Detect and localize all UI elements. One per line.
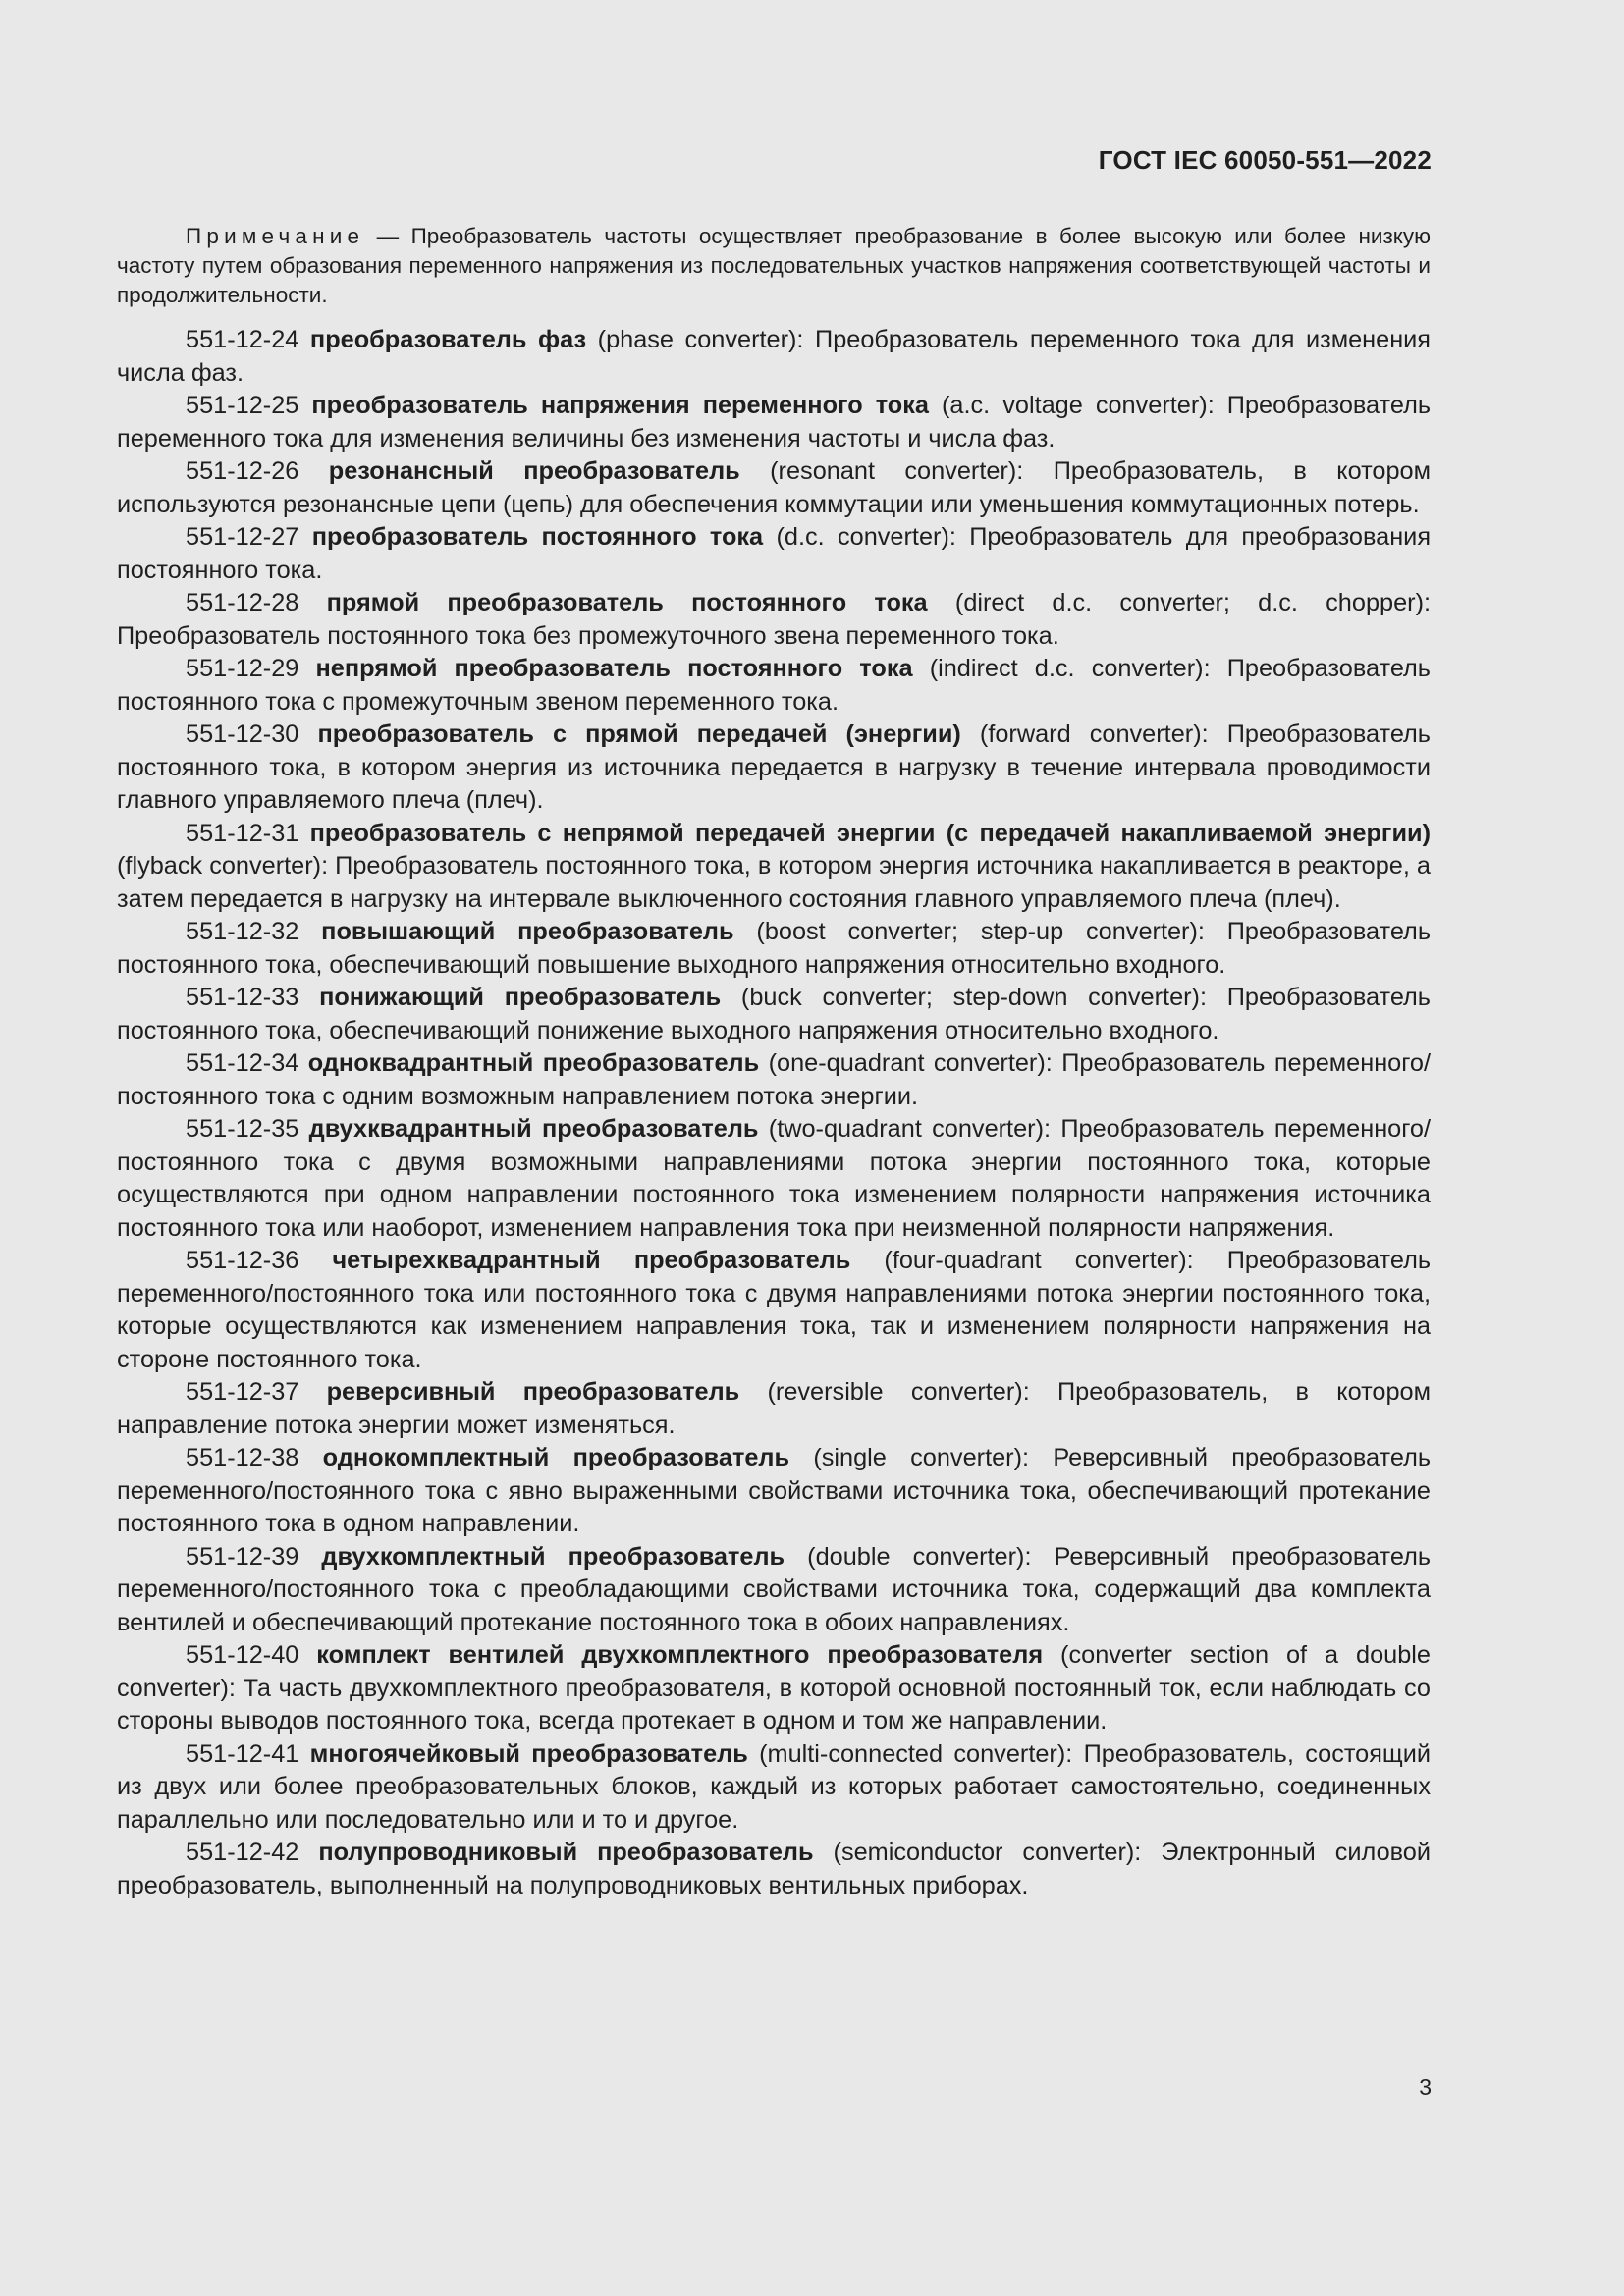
- term-definition: (d.c. converter): Преобразователь для преобразования постоянного тока.: [117, 523, 1432, 584]
- term-name: преобразователь напряжения переменного тока: [311, 392, 929, 419]
- term-code: 551-12-25: [186, 392, 299, 419]
- term-entry: [117, 521, 1431, 587]
- note-label: Примечание: [186, 224, 365, 248]
- term-code: 551-12-28: [186, 589, 299, 616]
- term-entry: [117, 587, 1431, 653]
- term-code: 551-12-27: [186, 523, 299, 551]
- term-code: 551-12-37: [186, 1378, 299, 1406]
- term-code: 551-12-41: [186, 1739, 299, 1768]
- term-code: 551-12-24: [186, 326, 299, 353]
- term-name: одноквадрантный преобразователь: [307, 1049, 760, 1077]
- term-definition: (converter section of a double converter): Та часть двухкомплектного преобразователя, в которой основной постоянный ток, если наблюдать со стороны выводов постоянного тока, всегда протекает в одном и том же направлении.: [117, 1641, 1431, 1735]
- term-definition: (indirect d.c. converter): Преобразователь постоянного тока с промежуточным звеном переменного тока.: [117, 655, 1431, 716]
- term-definition: (a.c. voltage converter): Преобразователь переменного тока для изменения величины без изменения частоты и числа фаз.: [117, 392, 1432, 453]
- term-definition: (four-quadrant converter): Преобразователь переменного/постоянного тока или постоянного тока с двумя направлениями потока энергии постоянного тока, которые осуществляются как изменением направления тока, так и изменением полярности напряжения на стороне постоянного тока.: [117, 1247, 1432, 1373]
- term-definition: (double converter): Реверсивный преобразователь переменного/постоянного тока с преобладающими свойствами источника тока, содержащий два комплекта вентилей и обеспечивающий протекание постоянного тока в обоих направлениях.: [117, 1542, 1432, 1636]
- term-name: непрямой преобразователь постоянного тока: [315, 655, 913, 682]
- term-code: 551-12-39: [186, 1542, 299, 1571]
- term-entry: [117, 1837, 1431, 1902]
- term-code: 551-12-30: [186, 721, 299, 748]
- document-code-header: ГОСТ IEC 60050-551—2022: [1098, 145, 1432, 175]
- term-definition: (reversible converter): Преобразователь, в котором направление потока энергии может изменяться.: [117, 1378, 1431, 1439]
- term-entry: [117, 916, 1431, 982]
- term-definition: (buck converter; step-down converter): Преобразователь постоянного тока, обеспечивающий понижение выходного напряжения относительно входного.: [117, 984, 1431, 1044]
- term-definition: (phase converter): Преобразователь переменного тока для изменения числа фаз.: [117, 326, 1431, 387]
- term-entry: [117, 1541, 1431, 1640]
- page-body: [117, 222, 1431, 1902]
- term-name: четырехквадрантный преобразователь: [332, 1247, 851, 1274]
- term-code: 551-12-38: [186, 1444, 299, 1471]
- term-code: 551-12-26: [186, 457, 299, 485]
- page-number: 3: [1419, 2074, 1432, 2100]
- term-name: многоячейковый преобразователь: [309, 1739, 748, 1768]
- term-name: полупроводниковый преобразователь: [318, 1839, 814, 1866]
- term-definition: (semiconductor converter): Электронный силовой преобразователь, выполненный на полупроводниковых вентильных приборах.: [117, 1839, 1431, 1899]
- term-entry: [117, 1113, 1431, 1245]
- term-code: 551-12-36: [186, 1247, 299, 1274]
- term-name: преобразователь с прямой передачей (энергии): [317, 721, 961, 748]
- note-paragraph: [117, 222, 1431, 310]
- term-definition: (boost converter; step-up converter): Преобразователь постоянного тока, обеспечивающий повышение выходного напряжения относительно входного.: [117, 918, 1431, 979]
- term-definition: (one-quadrant converter): Преобразователь переменного/постоянного тока с одним возможным направлением потока энергии.: [117, 1049, 1431, 1110]
- term-code: 551-12-40: [186, 1641, 299, 1669]
- term-code: 551-12-31: [186, 819, 299, 847]
- term-definition: (two-quadrant converter): Преобразователь переменного/постоянного тока с двумя возможными направлениями потока энергии постоянного тока, которые осуществляются при одном направлении постоянного тока изменением полярности напряжения источника постоянного тока или наоборот, изменением направления тока при неизменной полярности напряжения.: [117, 1115, 1432, 1242]
- term-name: двухкомплектный преобразователь: [321, 1542, 785, 1571]
- term-entry: [117, 455, 1431, 521]
- term-definition: (resonant converter): Преобразователь, в котором используются резонансные цепи (цепь) для обеспечения коммутации или уменьшения коммутационных потерь.: [117, 457, 1432, 518]
- term-definition: (direct d.c. converter; d.c. chopper): Преобразователь постоянного тока без промежуточного звена переменного тока.: [117, 589, 1432, 650]
- term-name: повышающий преобразователь: [321, 918, 734, 945]
- term-code: 551-12-42: [186, 1839, 299, 1866]
- term-name: резонансный преобразователь: [328, 457, 740, 485]
- term-entry: [117, 1376, 1431, 1442]
- term-name: преобразователь фаз: [309, 326, 587, 353]
- term-name: комплект вентилей двухкомплектного преобразователя: [316, 1641, 1044, 1669]
- term-code: 551-12-33: [186, 984, 299, 1011]
- term-entry: [117, 324, 1431, 390]
- term-name: реверсивный преобразователь: [326, 1378, 740, 1406]
- term-name: понижающий преобразователь: [319, 984, 722, 1011]
- term-entry: [117, 982, 1431, 1047]
- term-definition: (single converter): Реверсивный преобразователь переменного/постоянного тока с явно выраженными свойствами источника тока, обеспечивающий протекание постоянного тока в одном направлении.: [117, 1444, 1432, 1537]
- term-definition: (flyback converter): Преобразователь постоянного тока, в котором энергия источника накапливается в реакторе, а затем передается в нагрузку на интервале выключенного состояния главного управляемого плеча (плеч).: [117, 852, 1431, 913]
- term-entry: [117, 719, 1431, 818]
- term-name: прямой преобразователь постоянного тока: [326, 589, 928, 616]
- term-entry: [117, 1639, 1431, 1738]
- term-definition: (multi-connected converter): Преобразователь, состоящий из двух или более преобразовательных блоков, каждый из которых работает самостоятельно, соединенных параллельно или последовательно или и то и другое.: [117, 1739, 1431, 1834]
- term-name: преобразователь постоянного тока: [311, 523, 764, 551]
- term-entry: [117, 653, 1431, 719]
- term-entry: [117, 390, 1431, 455]
- term-entry: [117, 1442, 1431, 1541]
- term-name: однокомплектный преобразователь: [322, 1444, 790, 1471]
- term-code: 551-12-34: [186, 1049, 299, 1077]
- term-code: 551-12-29: [186, 655, 299, 682]
- term-entry: [117, 1245, 1431, 1376]
- term-entry: [117, 818, 1431, 917]
- term-entries-list: [117, 324, 1431, 1902]
- term-code: 551-12-32: [186, 918, 299, 945]
- term-entry: [117, 1047, 1431, 1113]
- term-definition: (forward converter): Преобразователь постоянного тока, в котором энергия из источника передается в нагрузку в течение интервала проводимости главного управляемого плеча (плеч).: [117, 721, 1431, 814]
- term-name: преобразователь с непрямой передачей энергии (с передачей накапливаемой энергии): [309, 819, 1431, 847]
- term-code: 551-12-35: [186, 1115, 299, 1143]
- note-text: — Преобразователь частоты осуществляет преобразование в более высокую или более низкую частоту путем образования переменного напряжения из последовательных участков напряжения соответствующей частоты и продолжительности.: [117, 224, 1431, 307]
- term-entry: [117, 1738, 1431, 1838]
- term-name: двухквадрантный преобразователь: [308, 1115, 759, 1143]
